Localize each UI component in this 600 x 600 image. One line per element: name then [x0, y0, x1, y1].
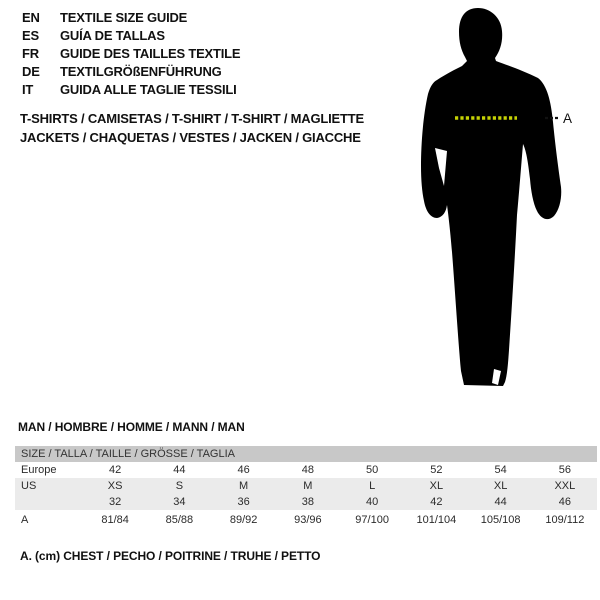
language-code: EN [22, 10, 40, 25]
language-code: DE [22, 64, 40, 79]
measure-label-a: A [563, 111, 573, 126]
table-cell: S [175, 480, 184, 492]
table-cell: M [239, 480, 249, 492]
row-label: A [21, 514, 29, 526]
table-cell: L [369, 480, 376, 492]
table-cell: 101/104 [416, 514, 457, 526]
category-jackets: JACKETS / CHAQUETAS / VESTES / JACKEN / GIACCHE [20, 130, 361, 145]
language-label: GUIDA ALLE TAGLIE TESSILI [60, 82, 237, 97]
table-cell: 44 [494, 496, 507, 508]
section-title: MAN / HOMBRE / HOMME / MANN / MAN [18, 420, 245, 434]
table-cell: 46 [558, 496, 571, 508]
table-cell: XL [493, 480, 508, 492]
language-code: ES [22, 28, 39, 43]
language-row-de [22, 63, 240, 81]
row-label: Europe [21, 464, 57, 476]
language-label: GUÍA DE TALLAS [60, 28, 165, 43]
table-cell: 42 [109, 464, 122, 476]
table-row-chest-a [15, 510, 597, 528]
language-label: TEXTILE SIZE GUIDE [60, 10, 188, 25]
table-cell: 56 [558, 464, 571, 476]
language-row-fr [22, 45, 240, 63]
table-cell: M [303, 480, 313, 492]
table-cell: 42 [430, 496, 443, 508]
table-cell: XL [429, 480, 444, 492]
row-label [15, 494, 83, 510]
language-code: FR [22, 46, 39, 61]
table-cell: 36 [237, 496, 250, 508]
table-cell: 93/96 [294, 514, 322, 526]
table-cell: 48 [301, 464, 314, 476]
language-row-en [22, 9, 240, 27]
man-silhouette [421, 8, 561, 386]
table-cell: XXL [554, 480, 576, 492]
table-cell: 109/112 [545, 514, 585, 526]
language-row-it [22, 81, 240, 99]
category-lines [20, 109, 364, 147]
table-cell: 34 [173, 496, 186, 508]
language-label: GUIDE DES TAILLES TEXTILE [60, 46, 241, 61]
language-list [22, 9, 240, 99]
row-label: US [21, 480, 37, 492]
language-row-es [22, 27, 240, 45]
table-cell: 38 [301, 496, 314, 508]
language-code: IT [22, 82, 34, 97]
man-silhouette-svg [400, 0, 600, 400]
table-cell: 105/108 [480, 514, 521, 526]
table-row-us [15, 478, 597, 494]
table-cell: 52 [430, 464, 443, 476]
measure-footnote: A. (cm) CHEST / PECHO / POITRINE / TRUHE / PETTO [20, 549, 321, 563]
language-label: TEXTILGRÖßENFÜHRUNG [60, 64, 222, 79]
size-table-header: SIZE / TALLA / TAILLE / GRÖSSE / TAGLIA [15, 446, 597, 462]
table-cell: 85/88 [165, 514, 194, 526]
table-cell: 54 [494, 464, 507, 476]
table-cell: 40 [366, 496, 379, 508]
table-cell: 44 [173, 464, 186, 476]
category-tshirts: T-SHIRTS / CAMISETAS / T-SHIRT / T-SHIRT / MAGLIETTE [20, 111, 364, 126]
table-row-alt-sizes [15, 494, 597, 510]
size-table [15, 446, 597, 528]
table-cell: 46 [237, 464, 250, 476]
table-cell: 32 [109, 496, 122, 508]
table-row-europe [15, 462, 597, 478]
table-cell: 89/92 [229, 514, 258, 526]
table-cell: 97/100 [355, 514, 389, 526]
table-cell: 50 [366, 464, 379, 476]
table-cell: 81/84 [101, 514, 129, 526]
table-cell: XS [107, 480, 123, 492]
man-silhouette-figure [400, 0, 600, 400]
